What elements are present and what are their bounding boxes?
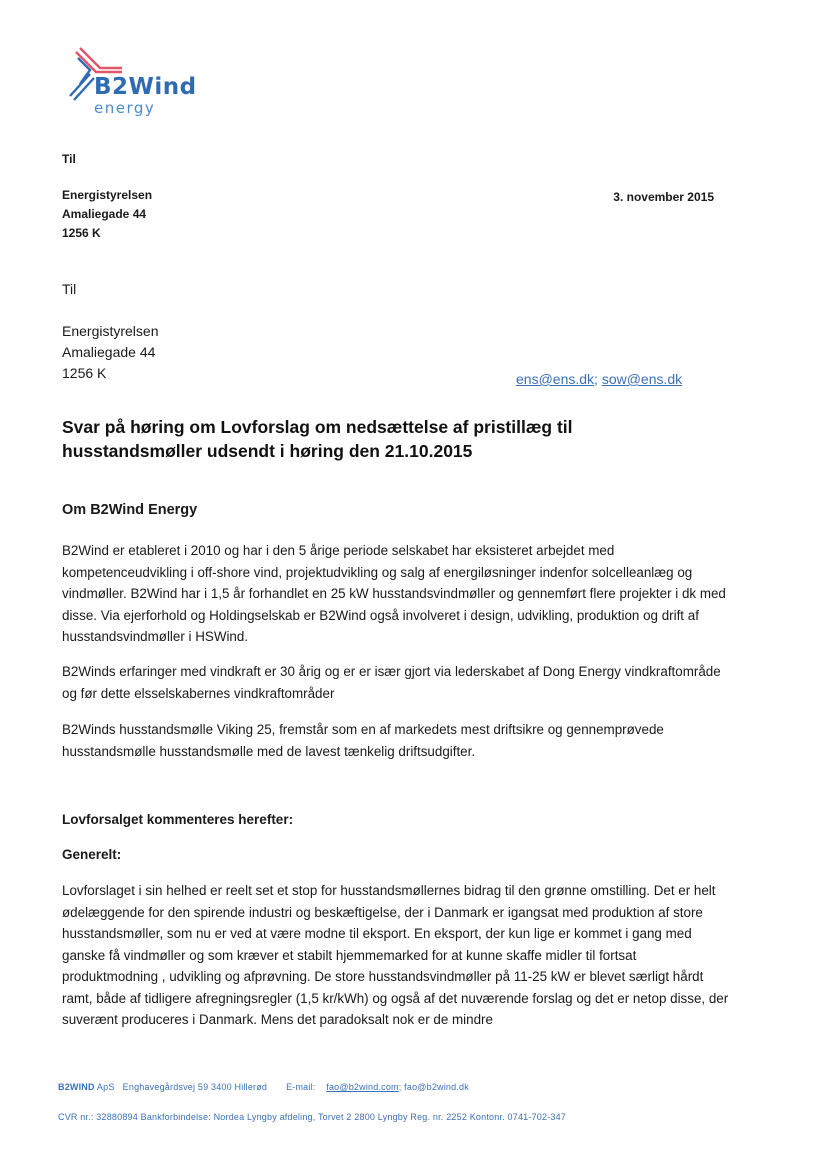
letter-date: 3. november 2015 [613, 190, 714, 204]
company-logo [66, 44, 216, 120]
logo-name: B2Wind [94, 74, 197, 100]
footer-contact [58, 1082, 469, 1092]
recipient-name: Energistyrelsen [62, 188, 153, 202]
recipient-label-1: Til [62, 152, 76, 166]
email-link-sow[interactable]: sow@ens.dk [601, 371, 683, 387]
logo-sub: energy [94, 99, 156, 117]
paragraph-text: Lovforslaget i sin helhed er reelt set et stop for husstandsmøllernes bidrag til den grønne omstilling. Det er helt ødelæggende for den spirende industri og beskæftigelse, der i Danmark er igangsat med produktion af store husstandsmøller, som nu er ved at være modne til eksport. En eksport, der kun lige er kommet i gang med ganske få vindmøller og som kræver et stabilt hjemmemarked for at kunne skaffe midler til fortsat produktmodning , udvikling og afprøvning. De store husstandsvindmøller på 11-25 kW er blevet særligt hårdt ramt, både af tidligere afregningsregler (1,5 kr/kWh) og også af det nuværende forslag og det er netop disse, der suverænt produceres i Danmark. Mens det paradoksalt nok er de mindre [62, 883, 729, 1027]
section-subheading-text: Generelt: [62, 847, 122, 862]
recipient-street: Amaliegade 44 [62, 344, 156, 360]
section-subheading-general [62, 847, 121, 862]
footer-email-separator: ; [398, 1082, 402, 1092]
recipient-emails [516, 371, 682, 387]
paragraph-about-1 [62, 540, 734, 648]
recipient-label-2: Til [62, 281, 77, 297]
footer-company-suffix: ApS [96, 1082, 115, 1092]
recipient-name: Energistyrelsen [62, 323, 159, 339]
paragraph-text: B2Wind er etableret i 2010 og har i den 5 årige periode selskabet har eksisteret arbejdet med kompetenceudvikling i off-shore vind, projektudvikling og salg af energiløsninger indenfor solcelleanlæg og vindmøller. B2Wind har i 1,5 år forhandlet en 25 kW husstandsvindmøller og gennemført flere projekter i dk med disse. Via ejerforhold og Holdingselskab er B2Wind også involveret i design, udvikling, produktion og drift af husstandsvindmøller i HSWind. [62, 543, 726, 644]
paragraph-general-1 [62, 880, 734, 1031]
email-separator: ; [594, 371, 598, 387]
recipient-postcode: 1256 K [62, 365, 107, 381]
footer-email-label: E-mail: [286, 1082, 316, 1092]
email-link-ens[interactable]: ens@ens.dk [516, 371, 595, 387]
letter-title: Svar på høring om Lovforslag om nedsættelse af pristillæg til husstandsmøller udsendt i høring den 21.10.2015 [62, 417, 573, 461]
section-heading-comments [62, 812, 293, 827]
paragraph-about-2 [62, 661, 734, 704]
recipient-address-2 [62, 321, 159, 384]
footer-email-link-com[interactable]: fao@b2wind.com [326, 1082, 399, 1092]
paragraph-text: B2Winds erfaringer med vindkraft er 30 årig og er er især gjort via lederskabet af Dong Energy vindkraftområde og før dette elsselskabernes vindkraftområder [62, 664, 721, 701]
section-heading-about [62, 502, 197, 518]
footer-address: Enghavegårdsvej 59 3400 Hillerød [122, 1082, 268, 1092]
footer-email-dk: fao@b2wind.dk [404, 1082, 469, 1092]
paragraph-about-3 [62, 719, 734, 762]
footer-company: B2WIND [58, 1082, 95, 1092]
footer-company-info: CVR nr.: 32880894 Bankforbindelse: Nordea Lyngby afdeling, Torvet 2 2800 Lyngby Reg. nr. 2252 Kontonr. 0741-702-347 [58, 1112, 567, 1122]
recipient-address-1 [62, 186, 152, 243]
recipient-postcode: 1256 K [62, 226, 101, 240]
recipient-street: Amaliegade 44 [62, 207, 147, 221]
section-heading-text: Lovforsalget kommenteres herefter: [62, 812, 294, 827]
section-heading-text: Om B2Wind Energy [62, 502, 198, 518]
paragraph-text: B2Winds husstandsmølle Viking 25, fremstår som en af markedets mest driftsikre og gennemprøvede husstandsmølle husstandsmølle med de lavest tænkelig driftsudgifter. [62, 722, 664, 759]
